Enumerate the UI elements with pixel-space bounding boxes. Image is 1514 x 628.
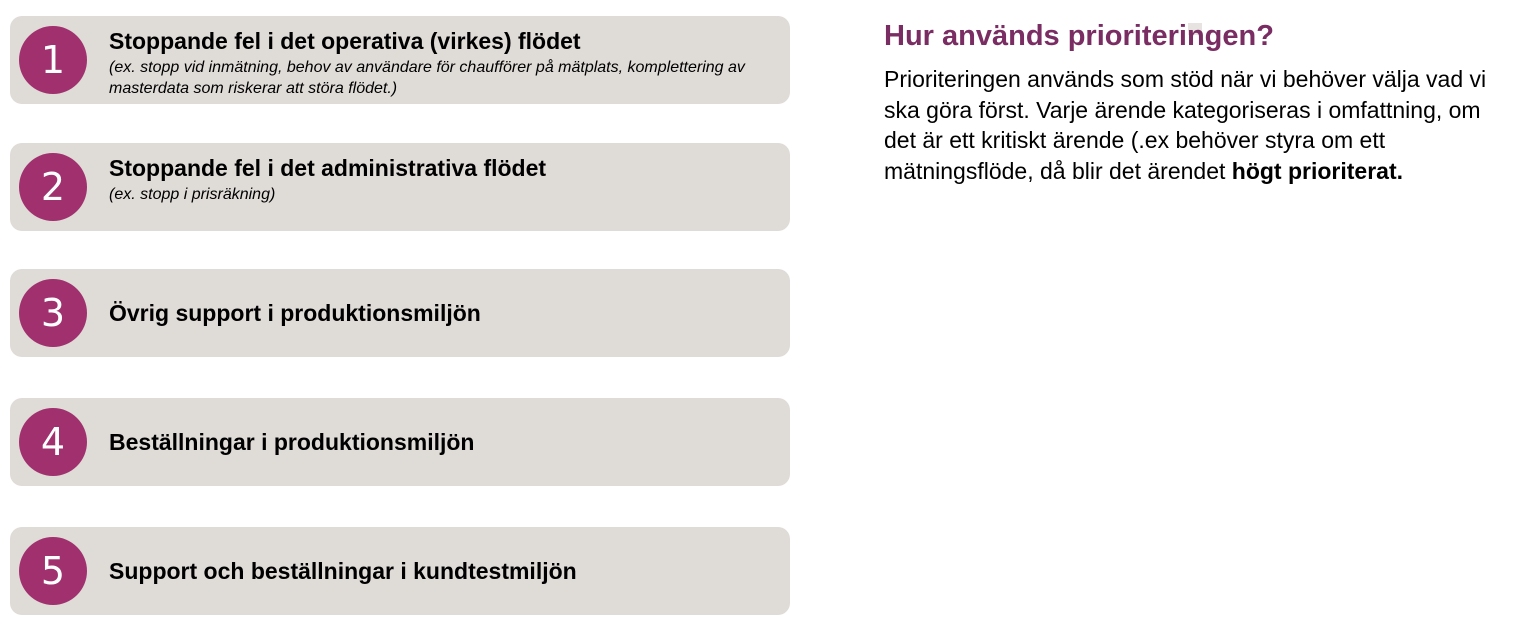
priority-text-5 — [109, 527, 780, 615]
priority-number-badge-1: 1 — [19, 26, 87, 94]
priority-title-2: Stoppande fel i det administrativa flödet — [109, 155, 547, 181]
info-heading: Hur används prioriteringen? — [884, 20, 1274, 52]
info-body-emphasis: högt prioriterat. — [1231, 157, 1404, 184]
priority-description-2: (ex. stopp i prisräkning) — [109, 186, 276, 203]
priority-title-5: Support och beställningar i kundtestmiljön — [109, 557, 577, 584]
priority-number-badge-2: 2 — [19, 153, 87, 221]
priority-card-1 — [10, 16, 790, 104]
priority-number-badge-3: 3 — [19, 279, 87, 347]
priority-text-4 — [109, 398, 780, 486]
priority-title-3: Övrig support i produktionsmiljön — [109, 299, 481, 326]
priority-number-badge-5: 5 — [19, 537, 87, 605]
priority-card-2 — [10, 143, 790, 231]
priority-card-3 — [10, 269, 790, 357]
info-panel — [884, 18, 1504, 186]
priority-text-3 — [109, 269, 780, 357]
info-body — [884, 64, 1504, 186]
priority-title-1: Stoppande fel i det operativa (virkes) flödet — [109, 28, 581, 54]
priority-text-2 — [109, 143, 780, 231]
priority-text-1 — [109, 16, 780, 104]
info-body-text: Prioriteringen används som stöd när vi behöver välja vad vi ska göra först. Varje ärende kategoriseras i omfattning, om det är ett kritiskt ärende (.ex behöver styra om ett mätningsflöde, då blir det ärendet — [884, 66, 1487, 184]
priority-card-5 — [10, 527, 790, 615]
priority-title-4: Beställningar i produktionsmiljön — [109, 428, 475, 455]
priority-description-1: (ex. stopp vid inmätning, behov av användare för chaufförer på mätplats, komplettering av masterdata som riskerar att störa flödet.) — [109, 59, 745, 97]
priority-number-badge-4: 4 — [19, 408, 87, 476]
priority-card-4 — [10, 398, 790, 486]
